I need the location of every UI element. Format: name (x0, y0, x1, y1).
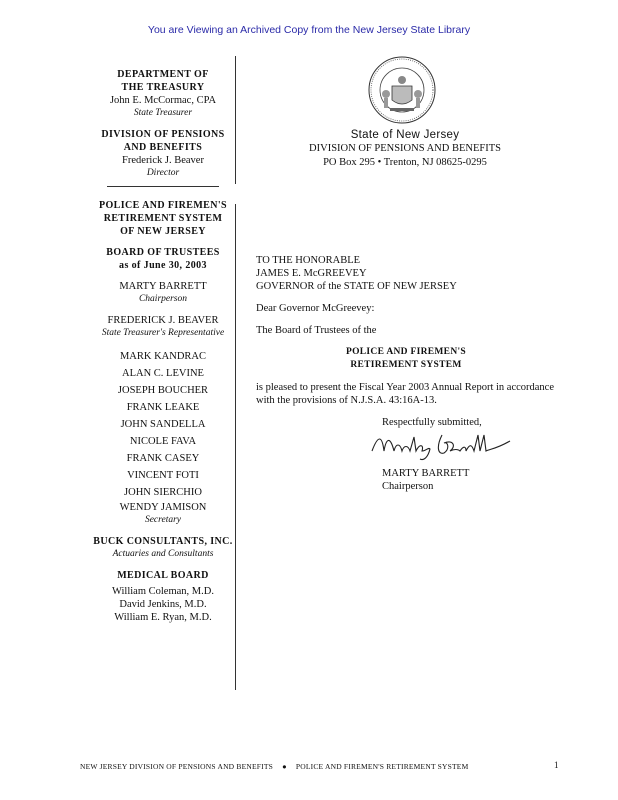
system-title-3: OF NEW JERSEY (120, 226, 206, 237)
medical-member: David Jenkins, M.D. (119, 599, 207, 610)
treasury-title-2: THE TREASURY (121, 82, 205, 93)
secretary-name: WENDY JAMISON (119, 502, 207, 513)
closing: Respectfully submitted, (382, 417, 482, 428)
secretary-role: Secretary (144, 515, 182, 525)
system-title-2: RETIREMENT SYSTEM (103, 213, 223, 224)
section-divider (107, 186, 219, 187)
signer-role: Chairperson (382, 481, 434, 492)
system-title-1: POLICE AND FIREMEN'S (98, 200, 227, 211)
trustee-name: MARK KANDRAC (119, 351, 207, 362)
system-name-2: RETIREMENT SYSTEM (350, 360, 462, 370)
trustee-name: FRANK CASEY (126, 453, 200, 464)
recipient-title: GOVERNOR of the STATE OF NEW JERSEY (256, 281, 457, 292)
trustee-list (70, 348, 256, 501)
transmittal-letter (256, 254, 556, 493)
letter-intro: The Board of Trustees of the (256, 325, 377, 336)
chair-role: Chairperson (138, 294, 188, 304)
page-number: 1 (554, 760, 559, 770)
system-name-1: POLICE AND FIREMEN'S (345, 347, 466, 357)
footer-bullet: ● (282, 762, 287, 771)
letterhead-division: DIVISION OF PENSIONS AND BENEFITS (309, 143, 501, 154)
rep-name: FREDERICK J. BEAVER (107, 315, 219, 326)
consultant-name: BUCK CONSULTANTS, INC. (93, 536, 233, 547)
signer-name: MARTY BARRETT (382, 468, 470, 479)
director-name: Frederick J. Beaver (122, 155, 204, 166)
trustee-name: FRANK LEAKE (126, 402, 200, 413)
treasurer-name: John E. McCormac, CPA (109, 95, 217, 106)
trustee-name: JOSEPH BOUCHER (117, 385, 209, 396)
masthead-column (70, 68, 256, 632)
letterhead-address: PO Box 295 • Trenton, NJ 08625-0295 (323, 157, 487, 168)
trustee-name: NICOLE FAVA (129, 436, 197, 447)
page-footer (80, 762, 580, 771)
trustee-name: JOHN SIERCHIO (124, 487, 202, 498)
division-title-2: AND BENEFITS (123, 142, 203, 153)
archive-banner: You are Viewing an Archived Copy from the New Jersey State Library (147, 24, 471, 36)
medical-member: William Coleman, M.D. (112, 586, 214, 597)
board-title: BOARD OF TRUSTEES (106, 247, 220, 258)
state-seal-icon (368, 56, 436, 124)
letter-body: is pleased to present the Fiscal Year 2003 Annual Report in accordance with the provisions of N.J.S.A. 43:16A-13. (256, 382, 555, 406)
salutation: Dear Governor McGreevey: (256, 303, 375, 314)
consultant-role: Actuaries and Consultants (112, 549, 214, 559)
recipient-line-1: TO THE HONORABLE (256, 255, 361, 266)
medical-member: William E. Ryan, M.D. (114, 612, 212, 623)
chair-name: MARTY BARRETT (119, 281, 207, 292)
signature-image (370, 429, 520, 463)
director-role: Director (146, 168, 180, 178)
footer-right: POLICE AND FIREMEN'S RETIREMENT SYSTEM (295, 762, 469, 771)
treasury-title-1: DEPARTMENT OF (117, 69, 209, 80)
footer-left: NEW JERSEY DIVISION OF PENSIONS AND BENEFITS (80, 762, 273, 771)
treasurer-role: State Treasurer (133, 108, 193, 118)
recipient-name: JAMES E. McGREEVEY (256, 268, 367, 279)
trustee-name: ALAN C. LEVINE (122, 368, 204, 379)
trustee-name: JOHN SANDELLA (120, 419, 206, 430)
board-date: as of June 30, 2003 (119, 260, 207, 271)
rep-role: State Treasurer's Representative (101, 328, 225, 338)
trustee-name: VINCENT FOTI (127, 470, 199, 481)
state-name: State of New Jersey (350, 129, 460, 141)
medical-board-title: MEDICAL BOARD (117, 570, 209, 581)
division-title-1: DIVISION OF PENSIONS (101, 129, 225, 140)
letterhead (256, 128, 554, 170)
